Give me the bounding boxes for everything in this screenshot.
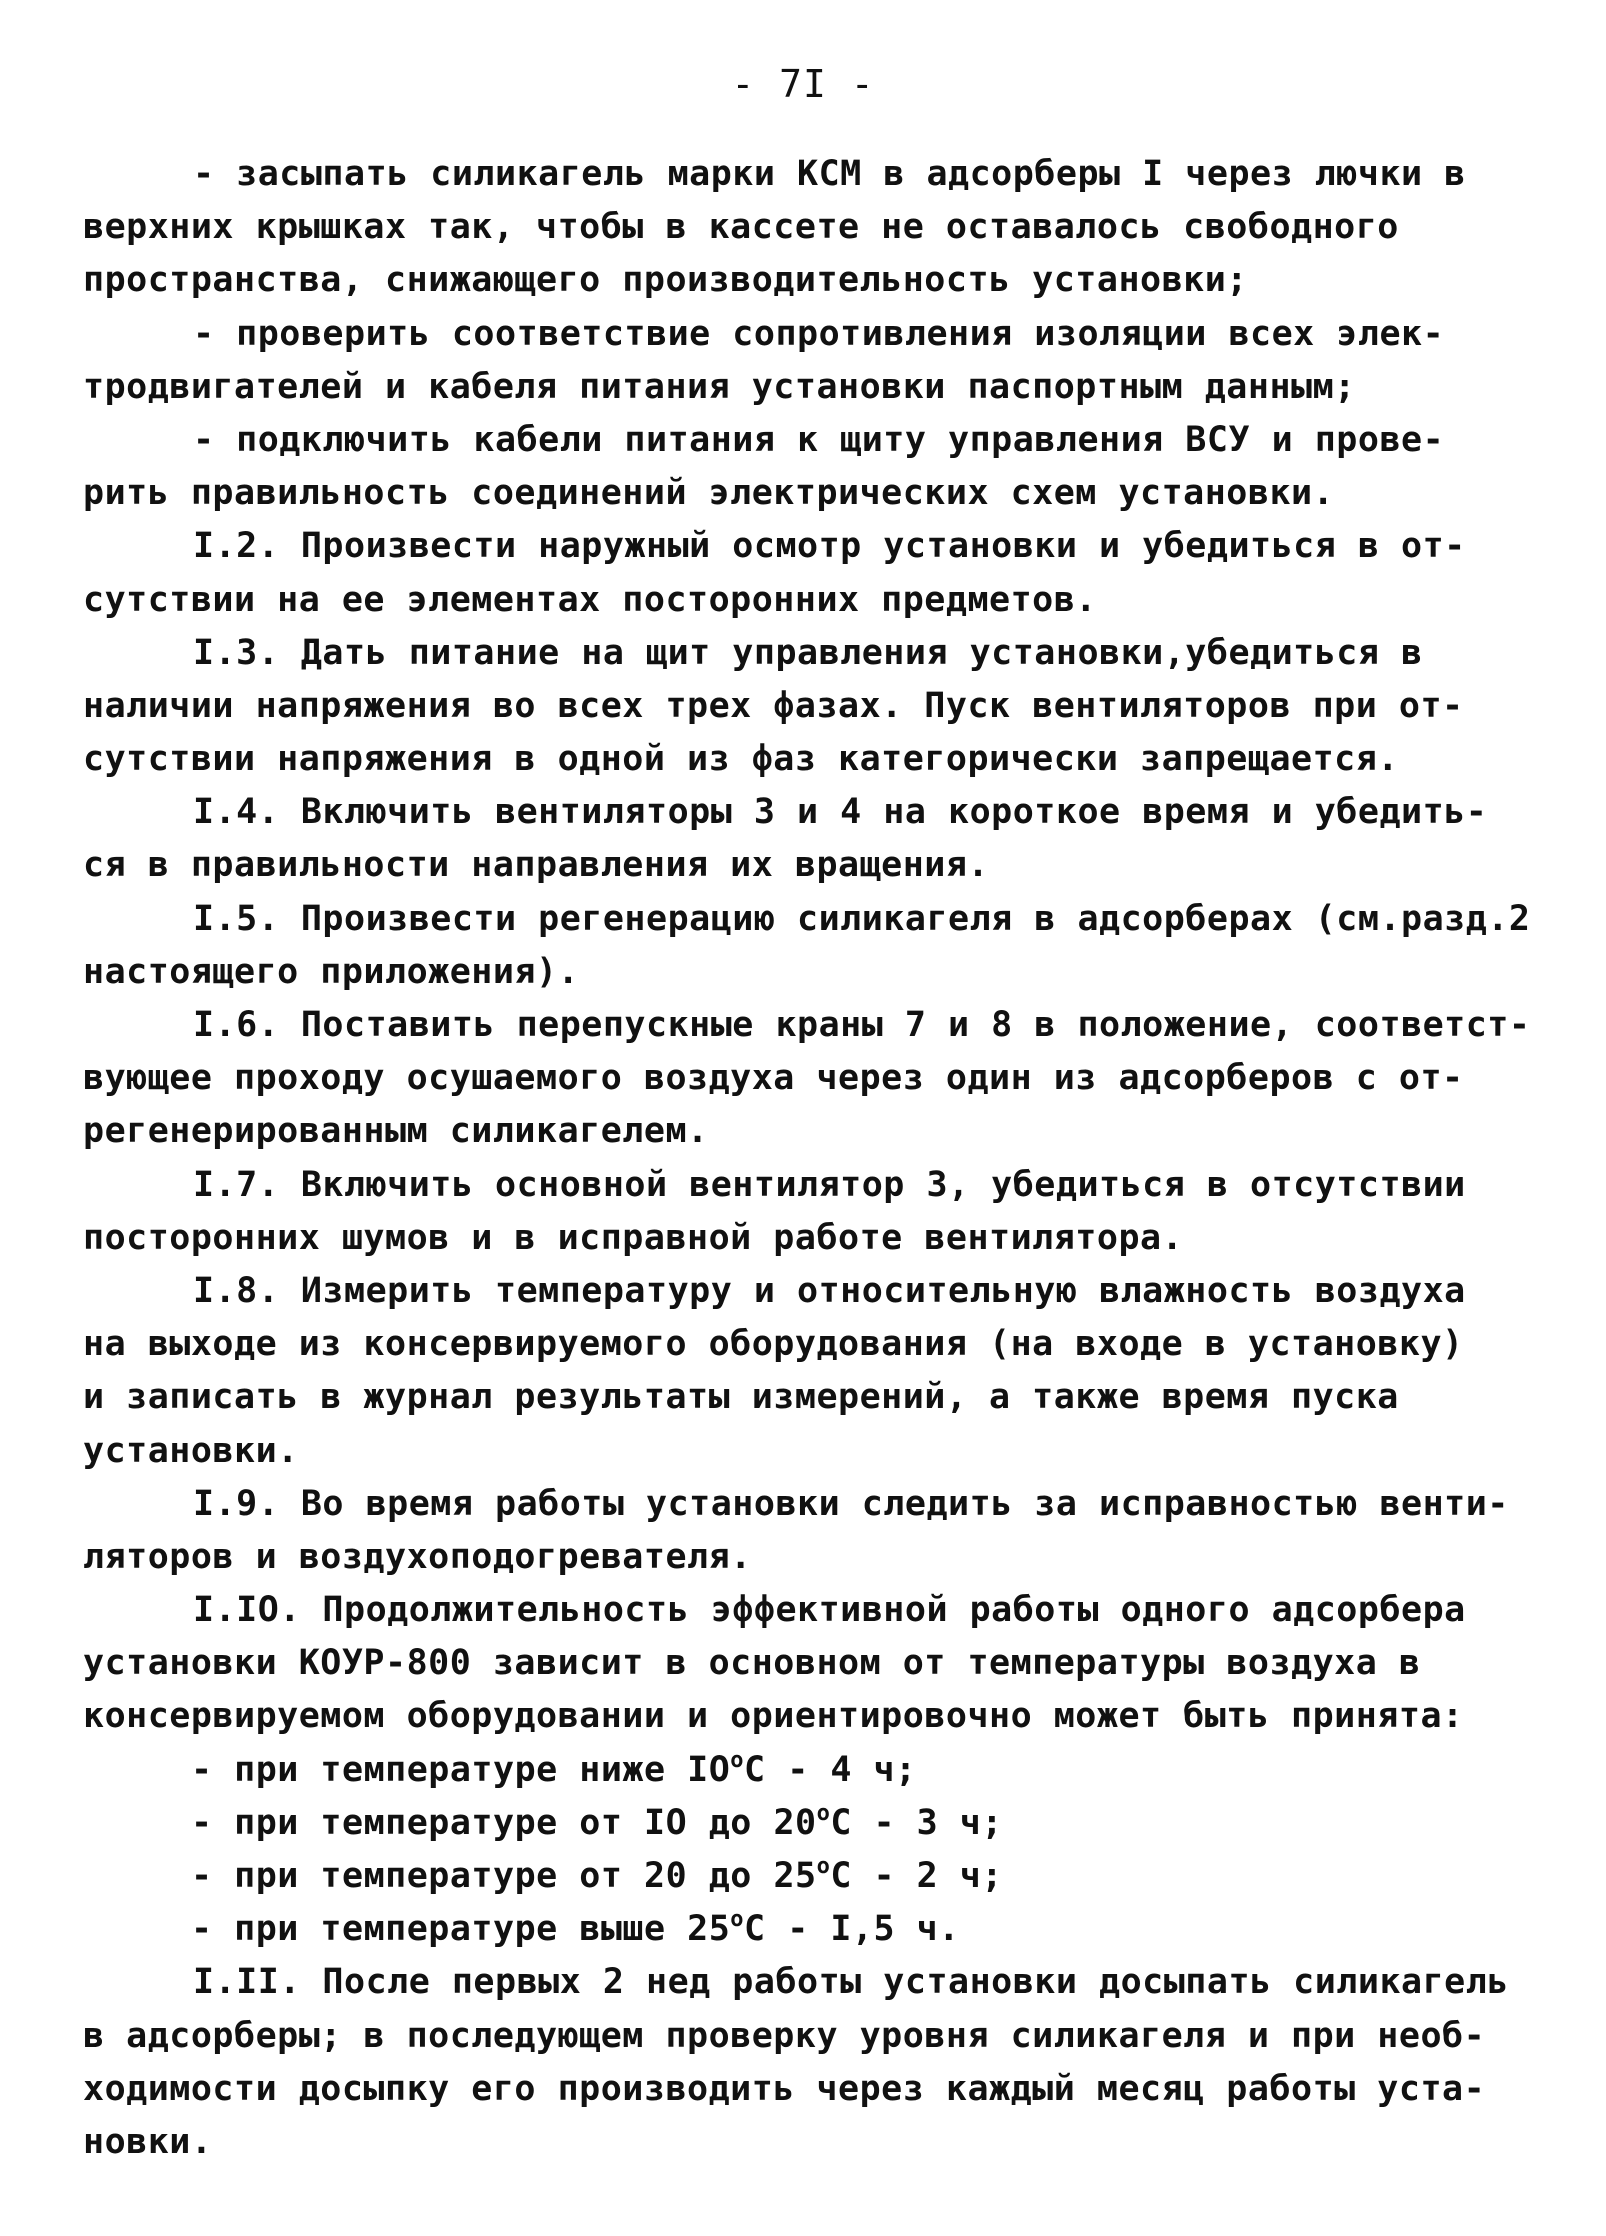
temperature-list-suffix: С - 2 ч; [830,1856,1003,1896]
temperature-list-suffix: С - 3 ч; [830,1802,1003,1843]
paragraph-line: пространства, снижающего производительность установки; [83,260,1248,301]
section-1-3-line: I.3. Дать питание на щит управления установки,убедиться в [193,632,1423,673]
temperature-list-item [83,1744,1523,1797]
section-1-9-line: I.9. Во время работы установки следить за исправностью венти- [193,1483,1509,1524]
section-1-6-line: регенерированным силикагелем. [83,1111,709,1152]
section-1-2-line: I.2. Произвести наружный осмотр установки и убедиться в от- [193,526,1466,567]
section-1-5-line: I.5. Произвести регенерацию силикагеля в адсорберах (см.разд.2 [193,898,1531,939]
paragraph-line: рить правильность соединений электрических схем установки. [83,473,1335,514]
section-1-11-line: в адсорберы; в последующем проверку уровня силикагеля и при необ- [83,2015,1486,2056]
degree-symbol: о [816,1854,831,1879]
section-1-2-line: сутствии на ее элементах посторонних предметов. [83,579,1097,620]
paragraph-line: - подключить кабели питания к щиту управления ВСУ и прове- [193,419,1445,460]
section-1-4-line: ся в правильности направления их вращения. [83,845,990,886]
section-1-8-line: и записать в журнал результаты измерений, а также время пуска [83,1377,1399,1418]
section-1-7-line: I.7. Включить основной вентилятор 3, убедиться в отсутствии [193,1164,1466,1205]
temperature-list-item [83,1850,1523,1903]
document-body [83,148,1531,2169]
degree-symbol: о [730,1907,745,1933]
section-1-11-line: новки. [83,2121,213,2162]
section-1-10-line: I.IO. Продолжительность эффективной работы одного адсорбера [193,1590,1466,1631]
degree-symbol: о [816,1800,831,1826]
paragraph-line: тродвигателей и кабеля питания установки паспортным данным; [83,366,1356,407]
temperature-list-suffix: С - I,5 ч. [744,1909,960,1950]
section-1-5-line: настоящего приложения). [83,951,580,992]
section-1-10-line: установки КОУР-800 зависит в основном от температуры воздуха в [83,1643,1421,1684]
paragraph-line: - засыпать силикагель марки КСМ в адсорберы I через лючки в [193,154,1466,194]
temperature-list-suffix: С - 4 ч; [744,1749,917,1790]
section-1-8-line: на выходе из консервируемого оборудования (на входе в установку) [83,1324,1464,1365]
section-1-3-line: сутствии напряжения в одной из фаз категорически запрещается. [83,739,1399,780]
temperature-list-prefix: - при температуре от 20 до 25 [191,1856,817,1896]
section-1-9-line: ляторов и воздухоподогревателя. [83,1536,752,1577]
paragraph-line: верхних крышках так, чтобы в кассете не оставалось свободного [83,207,1399,248]
section-1-3-line: наличии напряжения во всех трех фазах. Пуск вентиляторов при от- [83,685,1464,726]
temperature-list-prefix: - при температуре ниже IO [191,1749,731,1790]
temperature-list-item [83,1903,1523,1956]
degree-symbol: о [730,1747,745,1773]
temperature-list-prefix: - при температуре от IO до 20 [191,1802,817,1843]
section-1-8-line: I.8. Измерить температуру и относительную влажность воздуха [193,1270,1466,1311]
section-1-11-line: ходимости досыпку его производить через каждый месяц работы уста- [83,2068,1486,2109]
section-1-6-line: вующее проходу осушаемого воздуха через один из адсорберов с от- [83,1058,1464,1099]
temperature-list-item [83,1797,1523,1850]
section-1-10-line: консервируемом оборудовании и ориентировочно может быть принята: [83,1696,1464,1737]
section-1-7-line: посторонних шумов и в исправной работе вентилятора. [83,1217,1184,1258]
temperature-list-prefix: - при температуре выше 25 [191,1909,731,1950]
section-1-11-line: I.II. После первых 2 нед работы установки досыпать силикагель [193,1962,1509,2003]
page-number: - 7I - [731,62,875,106]
paragraph-line: - проверить соответствие сопротивления изоляции всех элек- [193,313,1445,354]
section-1-4-line: I.4. Включить вентиляторы 3 и 4 на короткое время и убедить- [193,792,1488,833]
section-1-8-line: установки. [83,1430,299,1471]
section-1-6-line: I.6. Поставить перепускные краны 7 и 8 в положение, соответст- [193,1005,1531,1045]
